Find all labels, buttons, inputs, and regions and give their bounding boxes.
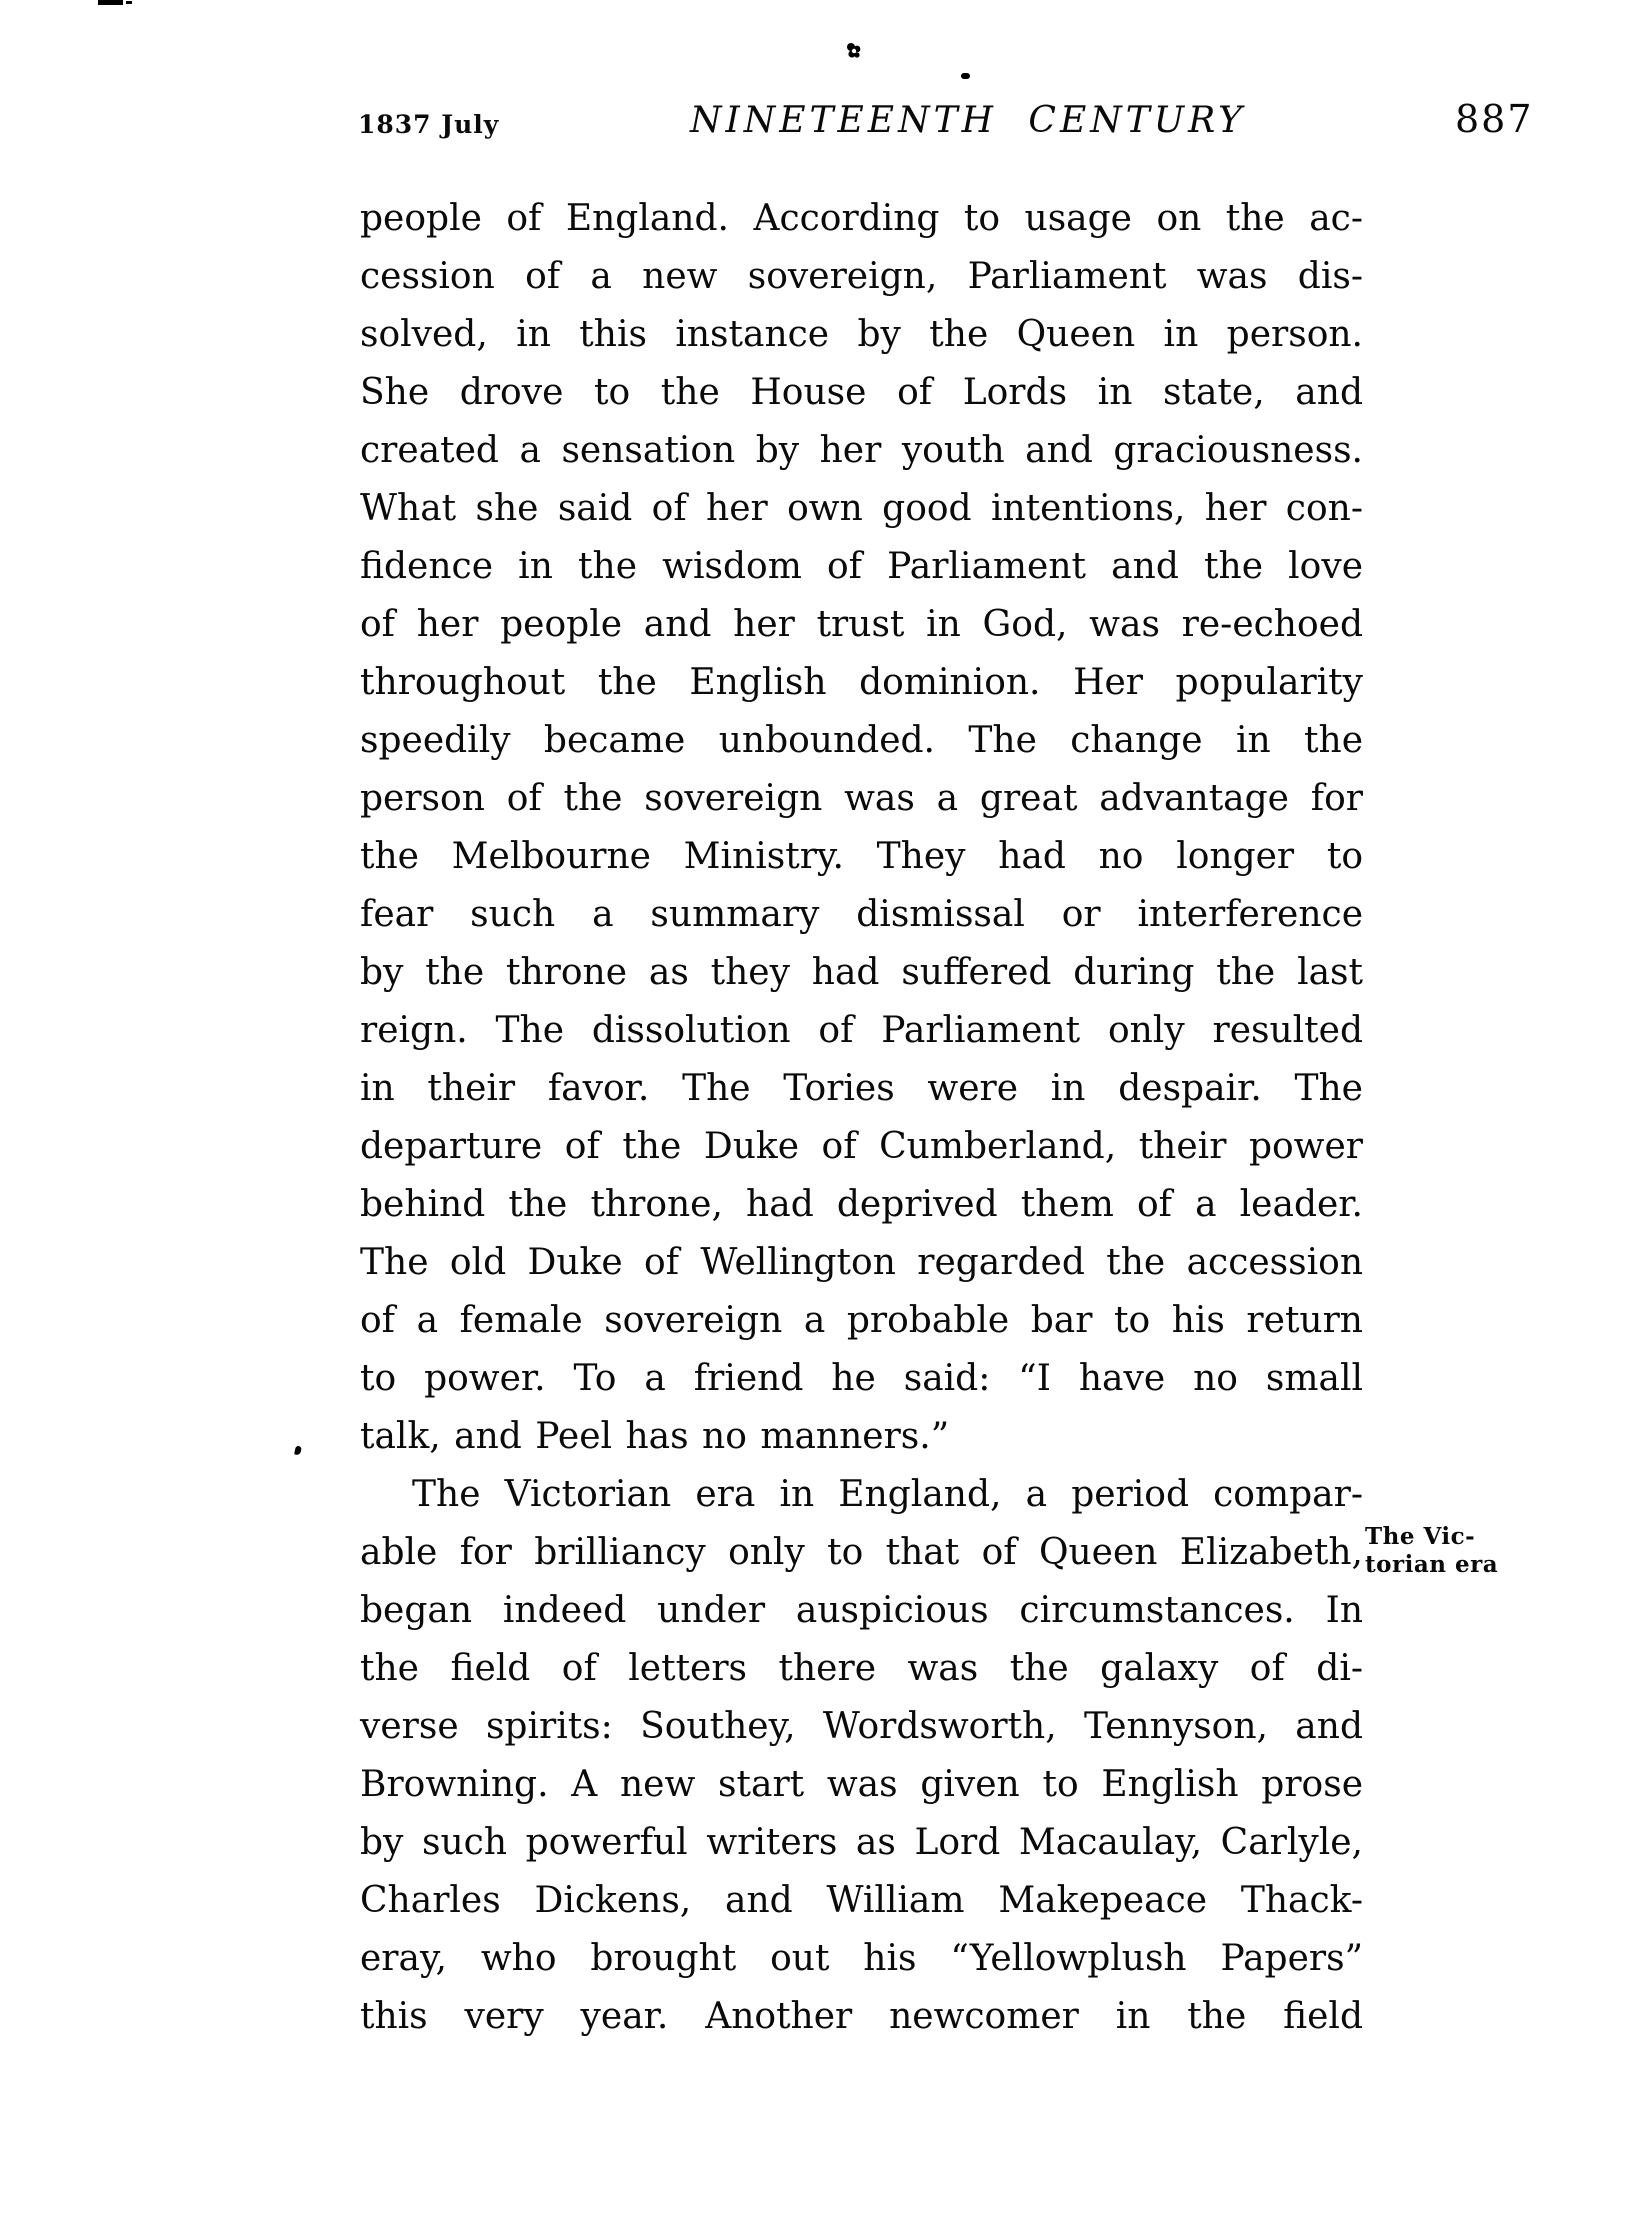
text-line: departure of the Duke of Cumberland, their power — [360, 1126, 1363, 1167]
text-line: by such powerful writers as Lord Macaulay, Carlyle, — [360, 1822, 1363, 1863]
text-line: fear such a summary dismissal or interference — [360, 894, 1363, 935]
text-line: She drove to the House of Lords in state, and — [360, 372, 1363, 413]
text-line: The old Duke of Wellington regarded the accession — [360, 1242, 1363, 1283]
text-line: Browning. A new start was given to English prose — [360, 1764, 1363, 1805]
text-line: cession of a new sovereign, Parliament was dis- — [360, 256, 1363, 297]
page-number: 887 — [1455, 97, 1534, 141]
scan-artifact-bar — [98, 0, 123, 5]
text-line: talk, and Peel has no manners.” — [360, 1416, 950, 1457]
text-line: people of England. According to usage on the ac- — [360, 198, 1363, 239]
margin-note-line: The Vic- — [1365, 1523, 1476, 1550]
text-line: of her people and her trust in God, was re-echoed — [360, 604, 1363, 645]
margin-note — [1365, 1523, 1535, 1579]
text-line: this very year. Another newcomer in the field — [360, 1996, 1363, 2037]
text-line: in their favor. The Tories were in despair. The — [360, 1068, 1363, 1109]
text-line: solved, in this instance by the Queen in person. — [360, 314, 1363, 355]
text-line: throughout the English dominion. Her popularity — [360, 662, 1363, 703]
text-line: behind the throne, had deprived them of a leader. — [360, 1184, 1363, 1225]
text-line: by the throne as they had suffered during the last — [360, 952, 1363, 993]
text-line: began indeed under auspicious circumstances. In — [360, 1590, 1363, 1631]
text-line: created a sensation by her youth and graciousness. — [360, 430, 1363, 471]
text-line: verse spirits: Southey, Wordsworth, Tennyson, and — [360, 1706, 1363, 1747]
text-line: What she said of her own good intentions, her con- — [360, 488, 1363, 529]
text-line: person of the sovereign was a great advantage for — [360, 778, 1363, 819]
text-line: Charles Dickens, and William Makepeace Thack- — [360, 1880, 1363, 1921]
text-line: the Melbourne Ministry. They had no longer to — [360, 836, 1363, 877]
ink-speck-ornament — [845, 42, 862, 60]
margin-ink-speck — [294, 1445, 302, 1455]
ink-speck-dot — [961, 73, 970, 79]
text-line: of a female sovereign a probable bar to his return — [360, 1300, 1363, 1341]
scan-artifact-bar-small — [126, 1, 132, 4]
issue-date: 1837 July — [358, 110, 500, 139]
text-line: able for brilliancy only to that of Queen Elizabeth, — [360, 1532, 1363, 1573]
text-line: to power. To a friend he said: “I have no small — [360, 1358, 1363, 1399]
journal-title: NINETEENTH CENTURY — [690, 100, 1246, 141]
text-line: fidence in the wisdom of Parliament and the love — [360, 546, 1363, 587]
text-line: reign. The dissolution of Parliament only resulted — [360, 1010, 1363, 1051]
text-line: The Victorian era in England, a period compar- — [412, 1474, 1363, 1515]
text-line: speedily became unbounded. The change in the — [360, 720, 1363, 761]
text-line: eray, who brought out his “Yellowplush Papers” — [360, 1938, 1363, 1979]
text-line: the field of letters there was the galaxy of di- — [360, 1648, 1363, 1689]
page-body — [360, 190, 1363, 2046]
margin-note-line: torian era — [1365, 1551, 1499, 1578]
